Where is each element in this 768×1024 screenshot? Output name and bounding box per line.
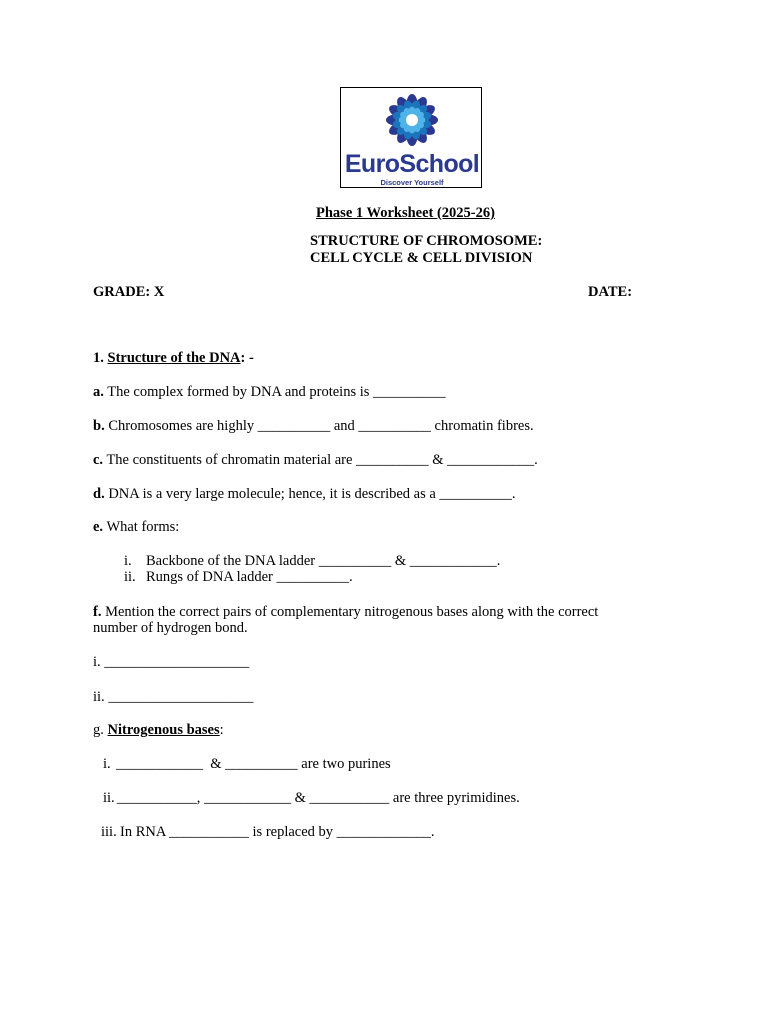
topic-line-2: CELL CYCLE & CELL DIVISION [310,250,533,266]
question-label: d. [93,486,105,502]
section-title-suffix: : - [240,350,254,366]
answer-line-1 [93,654,249,671]
logo-wordmark: EuroSchool [344,150,480,178]
question-e-item-2 [124,569,353,586]
question-f-line-2: number of hydrogen bond. [93,620,248,636]
question-d [93,486,516,503]
answer-blank: ____________________ [104,654,250,670]
flower-logo-icon [377,88,447,154]
question-g-item-3 [101,824,435,841]
question-g-title-suffix: : [219,722,224,738]
question-g-title: Nitrogenous bases [107,722,220,738]
answer-number: i. [93,654,101,670]
question-a [93,384,446,401]
school-logo [340,87,482,188]
question-text-line-1: Mention the correct pairs of complementary nitrogenous bases along with the correct [105,604,599,620]
section-1-heading [93,350,254,367]
item-text: ____________ & __________ are two purines [116,756,391,772]
date-label: DATE: [588,284,633,300]
item-number: ii. [124,569,136,585]
question-label: b. [93,418,105,434]
question-label: g. [93,722,104,738]
question-g [93,722,224,739]
item-text: ___________, ____________ & ___________ are three pyrimidines. [117,790,520,806]
question-text: The complex formed by DNA and proteins is __________ [107,384,446,400]
question-label: a. [93,384,104,400]
item-text: In RNA ___________ is replaced by _____________. [120,824,435,840]
answer-blank: ____________________ [108,689,254,705]
question-b [93,418,534,435]
question-label: c. [93,452,104,468]
item-number: ii. [103,790,115,806]
question-f [93,604,598,621]
item-number: i. [124,553,132,569]
item-text: Rungs of DNA ladder __________. [146,569,353,585]
question-c [93,452,538,469]
logo-center [406,114,418,126]
answer-number: ii. [93,689,105,705]
question-g-item-1 [103,756,391,773]
question-label: f. [93,604,102,620]
item-text: Backbone of the DNA ladder __________ & ____________. [146,553,501,569]
item-number: i. [103,756,111,772]
item-number: iii. [101,824,117,840]
question-g-item-2 [103,790,520,807]
question-text: The constituents of chromatin material are __________ & ____________. [106,452,538,468]
question-e [93,519,179,536]
question-label: e. [93,519,104,535]
grade-label: GRADE: X [93,284,165,300]
question-e-item-1 [124,553,500,570]
section-title: Structure of the DNA [107,350,241,366]
logo-tagline: Discover Yourself [380,178,444,187]
answer-line-2 [93,689,253,706]
topic-line-1: STRUCTURE OF CHROMOSOME: [310,233,543,249]
question-text: Chromosomes are highly __________ and __________ chromatin fibres. [108,418,534,434]
worksheet-title: Phase 1 Worksheet (2025-26) [316,205,495,221]
section-number: 1. [93,350,104,366]
question-text: What forms: [106,519,180,535]
question-text: DNA is a very large molecule; hence, it is described as a __________. [108,486,516,502]
